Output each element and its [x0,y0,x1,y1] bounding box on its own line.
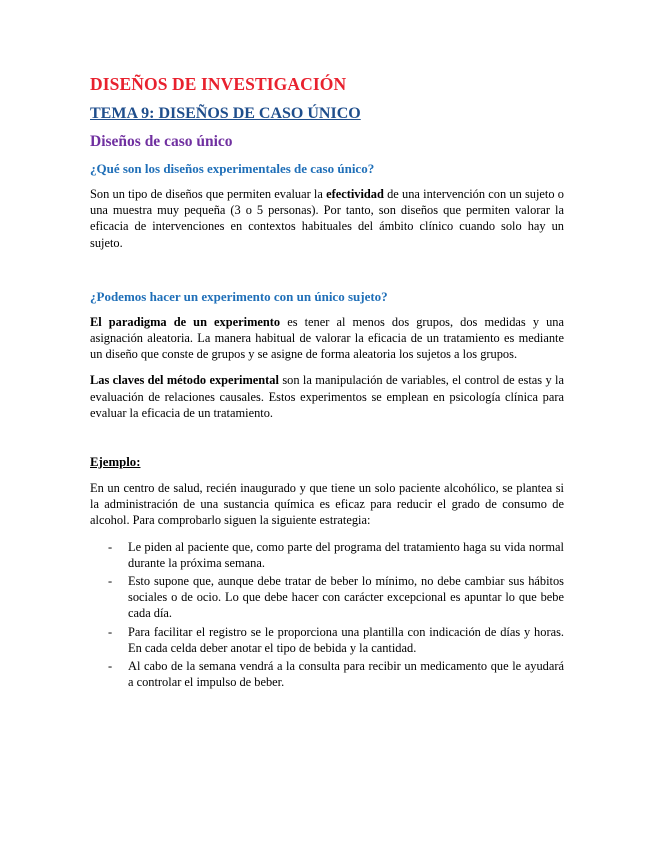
bold-term: El paradigma de un experimento [90,314,281,329]
dash-bullet: - [108,624,113,639]
bold-term: Las claves del método experimental [90,373,279,388]
paragraph-definition [90,186,564,251]
example-list [90,539,564,691]
list-item-text: Al cabo de la semana vendrá a la consulta para recibir un medicamento que le ayudará a controlar el impulso de beber. [128,659,564,690]
paragraph-text: son la manipulación de variables, el control de estas y la evaluación de relaciones causales. Estos experimentos se emplean en psicología clínica para evaluar la eficacia de un tratamiento. [90,373,564,420]
question-heading-2: ¿Podemos hacer un experimento con un único sujeto? [90,288,388,304]
list-item-text: Le piden al paciente que, como parte del programa del tratamiento haga su vida normal durante la próxima semana. [128,539,564,570]
list-item [108,573,564,622]
list-item-text: Esto supone que, aunque debe tratar de beber lo mínimo, no debe cambiar sus hábitos sociales o de ocio. Lo que debe hacer con carácter excepcional es apuntar lo que bebe cada día. [128,574,564,621]
example-title: Ejemplo: [90,455,141,470]
list-item [108,539,564,571]
paragraph-keys [90,372,564,421]
document-title: DISEÑOS DE INVESTIGACIÓN [90,74,347,94]
dash-bullet: - [108,659,113,674]
list-item [108,658,564,690]
dash-bullet: - [108,574,113,589]
list-item-text: Para facilitar el registro se le proporciona una plantilla con indicación de días y horas. En cada celda deber anotar el tipo de bebida y la cantidad. [128,624,564,655]
dash-bullet: - [108,539,113,554]
paragraph-text: es tener al menos dos grupos, dos medidas y una asignación aleatoria. La manera habitual de valorar la eficacia de un tratamiento es mediante un diseño que conste de grupos y se asigne de forma aleatoria los sujetos a los grupos. [90,314,564,362]
topic-heading: TEMA 9: DISEÑOS DE CASO ÚNICO [90,105,361,122]
bold-term: efectividad [326,187,384,201]
paragraph-text: Son un tipo de diseños que permiten evaluar la [90,187,327,201]
question-heading-1: ¿Qué son los diseños experimentales de caso único? [90,161,375,176]
example-intro: En un centro de salud, recién inaugurado y que tiene un solo paciente alcohólico, se plantea si la administración de una sustancia química es eficaz para reducir el grado de consumo de alcohol. Para comprobarlo siguen la siguiente estrategia: [90,481,564,528]
paragraph-text: de una intervención con un sujeto o una muestra muy pequeña (3 o 5 personas). Por tanto, son diseños que permiten valorar la eficacia de intervenciones en contextos habituales del ámbito clínico cuando solo hay un sujeto. [90,187,564,250]
list-item [108,624,564,656]
document-page [90,74,564,692]
paragraph-paradigm [90,314,564,363]
section-heading: Diseños de caso único [90,133,233,150]
